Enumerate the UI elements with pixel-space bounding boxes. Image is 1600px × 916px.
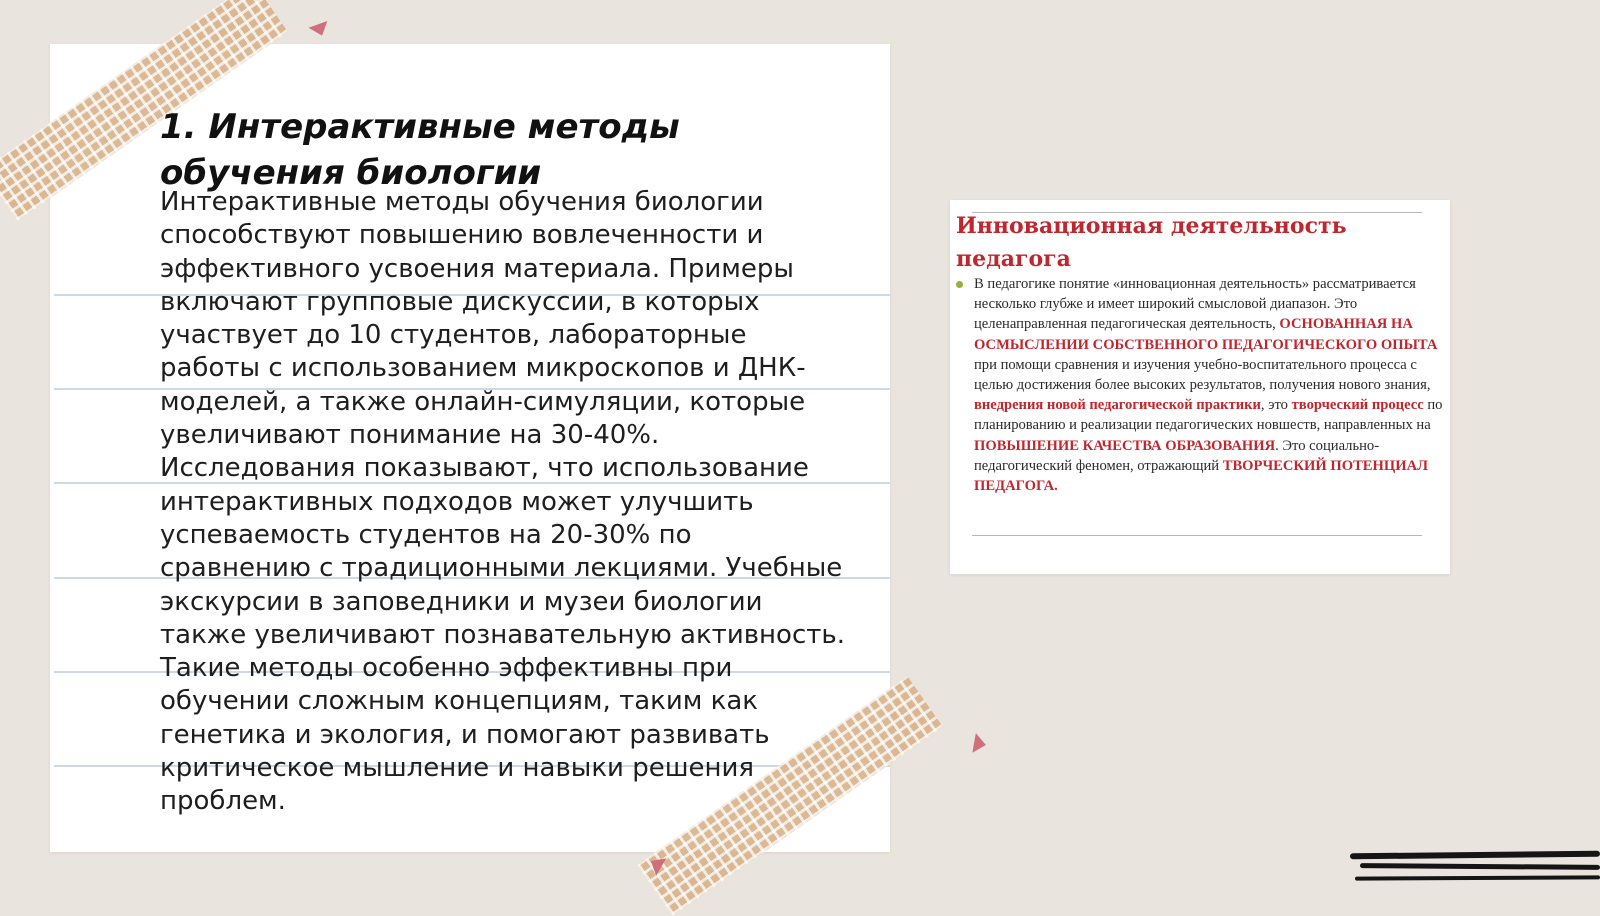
- card-text-segment: при помощи сравнения и изучения учебно-воспитательного процесса с целью достижения более высоких результатов, получения нового знания,: [974, 356, 1431, 394]
- card-text-segment: по планированию и реализации педагогических новшеств, направленных на: [974, 397, 1443, 434]
- brush-stroke: [1350, 851, 1600, 860]
- card-text-segment: . Это социально-педагогический феномен, отражающий: [974, 437, 1380, 474]
- card-highlight: творческий процесс: [1291, 397, 1424, 414]
- slide-title: 1. Интерактивные методы обучения биологии: [160, 107, 680, 193]
- card-body-text: [974, 274, 1444, 496]
- card-highlight: ПОВЫШЕНИЕ КАЧЕСТВА ОБРАЗОВАНИЯ: [974, 437, 1276, 454]
- brush-stroke: [1355, 875, 1600, 880]
- bullet-icon: [956, 281, 963, 288]
- card-title: Инновационная деятельность педагога: [956, 213, 1347, 272]
- card-highlight: внедрения новой педагогической практики: [974, 397, 1261, 414]
- card-text-segment: В педагогике понятие «инновационная деятельность» рассматривается несколько глубже и имеет широкий смысловой диапазон. Это целенаправленная педагогическая деятельность,: [974, 276, 1416, 333]
- card-divider: [972, 535, 1422, 536]
- brush-stroke: [1360, 863, 1600, 870]
- card-highlight: ОСНОВАННАЯ НА ОСМЫСЛЕНИИ СОБСТВЕННОГО ПЕДАГОГИЧЕСКОГО ОПЫТА: [974, 316, 1438, 353]
- image-card-innovation: [950, 200, 1450, 574]
- tape-nub-icon: [309, 21, 332, 39]
- card-text-segment: , это: [1260, 397, 1292, 414]
- card-highlight: ТВОРЧЕСКИЙ ПОТЕНЦИАЛ ПЕДАГОГА.: [974, 457, 1429, 495]
- tape-nub-icon: [972, 733, 987, 755]
- slide-body-text: Интерактивные методы обучения биологии способствуют повышению вовлеченности и эффективного усвоения материала. Примеры включают групповые дискуссии, в которых участвует до 10 студентов, лабораторные работы с использованием микроскопов и ДНК-моделей, а также онлайн-симуляции, которые увеличивают понимание на 30-40%. Исследования показывают, что использование интерактивных подходов может улучшить успеваемость студентов на 20-30% по сравнению с традиционными лекциями. Учебные экскурсии в заповедники и музеи биологии также увеличивают познавательную активность. Такие методы особенно эффективны при обучении сложным концепциям, таким как генетика и экология, и помогают развивать критическое мышление и навыки решения проблем.: [160, 187, 845, 817]
